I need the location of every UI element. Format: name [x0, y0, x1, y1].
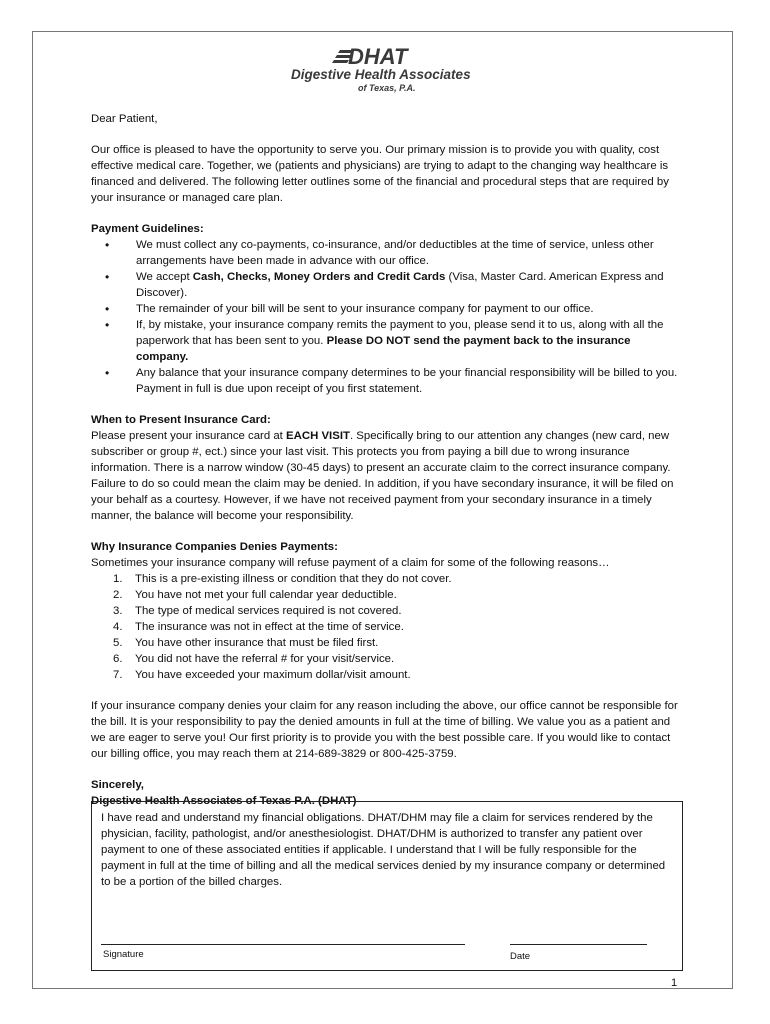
list-item: 7. You have exceeded your maximum dollar/visit amount. [113, 669, 411, 681]
dhat-logo-graphic [288, 44, 488, 96]
logo-mark: DHAT [348, 44, 408, 69]
list-item: • The remainder of your bill will be sent to your insurance company for payment to our office. [91, 301, 683, 317]
payment-guidelines-heading: Payment Guidelines: [91, 223, 204, 235]
closing-paragraph: If your insurance company denies your claim for any reason including the above, our office cannot be responsible for the bill. It is your responsibility to pay the denied amounts in full at the time of billing. We value you as a patient and we are eager to serve you! Our first priority is to provide you with the best possible care. If you would like to contact our billing office, you may reach them at 214-689-3829 or 800-425-3759. [91, 700, 678, 760]
payment-guidelines-list [91, 237, 683, 397]
signature-label: Signature [103, 949, 144, 960]
denials-heading: Why Insurance Companies Denies Payments: [91, 541, 338, 553]
list-item: 5. You have other insurance that must be filed first. [113, 637, 379, 649]
insurance-card-paragraph: Please present your insurance card at EACH VISIT. Specifically bring to our attention any changes (new card, new subscriber or group #, ect.) since your last visit. This protects you from paying a bill due to wrong insurance information. There is a narrow window (30-45 days) to present an accurate claim to the correct insurance company. Failure to do so could mean the claim may be denied. In addition, if you have secondary insurance, it will be filed on your behalf as a courtesy. However, if we have not received payment from your secondary insurance in a timely manner, the balance will become your responsibility. [91, 430, 674, 522]
list-item: 1. This is a pre-existing illness or condition that they do not cover. [113, 573, 452, 585]
date-label: Date [510, 951, 531, 962]
list-item: • We must collect any co-payments, co-insurance, and/or deductibles at the time of service, unless other arrangements have been made in advance with our office. [91, 237, 683, 269]
page-number: 1 [671, 977, 678, 989]
insurance-card-heading: When to Present Insurance Card: [91, 414, 271, 426]
letter-body [91, 111, 683, 809]
list-item: 4. The insurance was not in effect at the time of service. [113, 621, 404, 633]
acknowledgment-text: I have read and understand my financial obligations. DHAT/DHM may file a claim for services rendered by the physician, facility, pathologist, and/or anesthesiologist. DHAT/DHM is authorized to transfer any patient over payment to one of these associated entities if applicable. I understand that I will be fully responsible for the payment in full at the time of billing and all the medical services denied by my insurance company or determined to be a portion of the billed charges. [101, 812, 666, 888]
acknowledgment-box [91, 801, 683, 971]
logo-sub: of Texas, P.A. [358, 83, 416, 93]
list-item: • If, by mistake, your insurance company remits the payment to you, please send it to us, along with all the paperwork that has been sent to you. Please DO NOT send the payment back to the insurance company. [91, 317, 683, 365]
sign-off-org: Digestive Health Associates of Texas P.A. (DHAT) [91, 795, 357, 807]
signature-line[interactable] [101, 944, 465, 945]
logo-name: Digestive Health Associates [291, 67, 471, 82]
list-item: • We accept Cash, Checks, Money Orders and Credit Cards (Visa, Master Card. American Express and Discover). [91, 269, 683, 301]
list-item: 6. You did not have the referral # for your visit/service. [113, 653, 395, 665]
date-line[interactable] [510, 944, 647, 945]
denials-intro: Sometimes your insurance company will refuse payment of a claim for some of the following reasons… [91, 557, 610, 569]
list-item: 3. The type of medical services required is not covered. [113, 605, 402, 617]
dhat-logo [288, 44, 488, 96]
sign-off: Sincerely, [91, 779, 144, 791]
denial-reasons-list [91, 571, 683, 683]
list-item: 2. You have not met your full calendar year deductible. [113, 589, 397, 601]
intro-paragraph: Our office is pleased to have the opportunity to serve you. Our primary mission is to provide you with quality, cost effective medical care. Together, we (patients and physicians) are trying to adapt to the changing way healthcare is financed and delivered. The following letter outlines some of the financial and procedural steps that are required by your insurance or managed care plan. [91, 144, 669, 204]
greeting: Dear Patient, [91, 113, 158, 125]
list-item: • Any balance that your insurance company determines to be your financial responsibility will be billed to you. Payment in full is due upon receipt of you first statement. [91, 365, 683, 397]
